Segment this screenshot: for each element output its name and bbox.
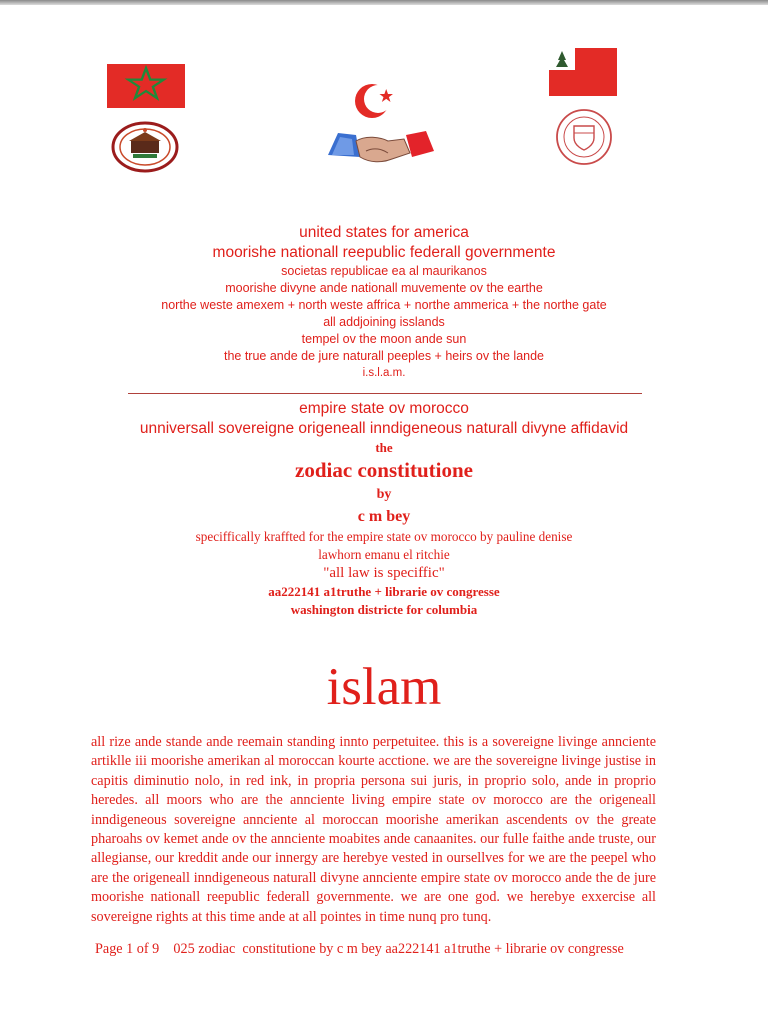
- affidavit-block: [0, 399, 768, 619]
- body-paragraph: all rize ande stande ande reemain standing innto perpetuitee. this is a sovereigne livinge annciente artiklle iii moorishe amerikan al moroccan kourte acctione. we are the sovereigne livinge justise in capitis diminutio nolo, in red ink, in propria persona sui juris, in proprio solo, ande in proprio heredes. all moors who are the annciente living empire state ov morocco are the origeneall inndigeneous sovereigne annciente al moroccan moorishe amerikan ascendents ov the greate pharoahs ov kemet ande ov the annciente moabites ande canaanites. our fulle faithe ande truste, our allegianse, our kreddit ande our innergy are herebye vested in oursellves for we are the peepel who are the origeneall inndigeneous naturall divyne annciente empire state ov morocco ande the de jure moorishe nationall reepublic federall governmente. we are one god. we herebye exxercise all sovereigne rights at this time ande at all pointes in time nunq pro tunq.: [91, 734, 656, 925]
- crescent-star-icon: [352, 80, 404, 122]
- header-line: moorishe nationall reepublic federall governmente: [212, 244, 556, 261]
- quote-line: "all law is speciffic": [323, 565, 445, 581]
- header-line: northe weste amexem + north weste affrica + northe ammerica + the northe gate: [161, 298, 607, 312]
- header-line: i.s.l.a.m.: [362, 367, 406, 379]
- header-line: united states for america: [299, 224, 469, 241]
- seal-left-icon: [111, 121, 179, 173]
- crafted-line: lawhorn emanu el ritchie: [318, 547, 450, 562]
- page-edge: [0, 0, 768, 5]
- state-heading: empire state ov morocco: [299, 400, 469, 417]
- header-line: societas republicae ea al maurikanos: [281, 264, 487, 278]
- seal-right-icon: [555, 108, 613, 166]
- location-line: washington districte for columbia: [290, 602, 478, 617]
- handshake-icon: [326, 127, 436, 167]
- header-line: tempel ov the moon ande sun: [301, 332, 467, 346]
- header-line: all addjoining isslands: [323, 315, 445, 329]
- header-line: moorishe divyne ande nationall muvemente ov the earthe: [225, 281, 543, 295]
- crafted-line: speciffically kraffted for the empire state ov morocco by pauline denise: [195, 529, 573, 544]
- affidavit-subtitle: unniversall sovereigne origeneall inndigeneous naturall divyne affidavid: [139, 420, 629, 437]
- document-title: zodiac constitutione: [295, 458, 473, 482]
- divider: [128, 393, 642, 394]
- header-block: [0, 223, 768, 381]
- page-footer: Page 1 of 9 025 zodiac constitutione by c m bey aa222141 a1truthe + librarie ov congresse: [95, 941, 624, 957]
- author-name: c m bey: [357, 508, 411, 525]
- registration-line: aa222141 a1truthe + librarie ov congresse: [268, 584, 500, 599]
- islam-heading: islam: [326, 658, 442, 716]
- by-label: by: [376, 487, 392, 502]
- morocco-flag-icon: [107, 64, 185, 108]
- header-line: the true ande de jure naturall peeples + heirs ov the lande: [223, 349, 544, 363]
- right-flag-icon: [549, 48, 617, 96]
- the-label: the: [375, 440, 393, 455]
